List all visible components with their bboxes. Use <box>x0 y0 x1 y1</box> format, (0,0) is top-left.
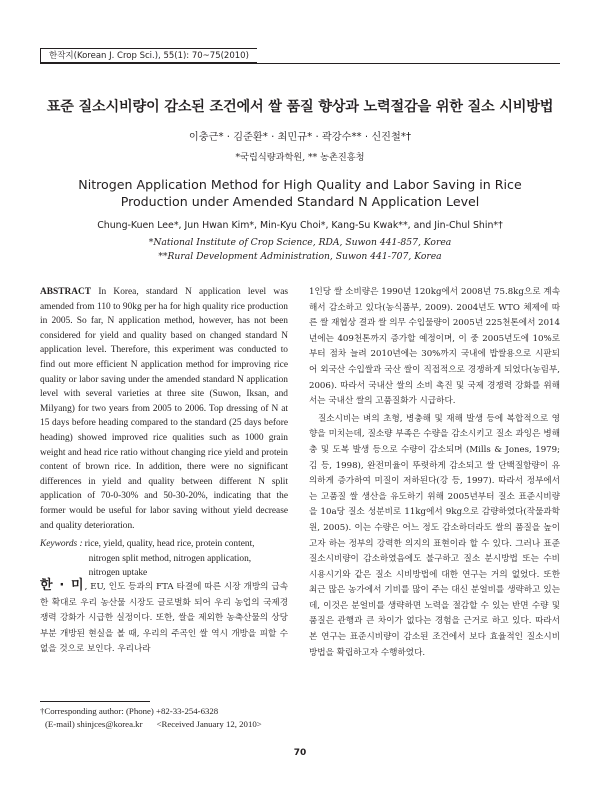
english-affiliation-2: **Rural Development Administration, Suwon 441-707, Korea <box>158 251 442 262</box>
journal-citation: 한작지(Korean J. Crop Sci.), 55(1): 70~75(2010) <box>40 48 257 63</box>
keywords <box>40 537 288 581</box>
intro-dropcap: 한 · 미 <box>40 578 85 593</box>
body-paragraph-2: 질소시비는 벼의 초형, 병충해 및 재해 발생 등에 복합적으로 영향을 미치는데, 질소량 부족은 수량을 감소시키고 질소 과잉은 병해충 및 도복 발생 등으로 수량이 감소되며 (Mills & Jones, 1979; 김 등, 1998), 완전미율이 뚜렷하게 감소되고 쌀 단백질함량이 유의하게 증가하여 미질이 저하된다(강 등, 1997). 따라서 정부에서는 고품질 쌀 생산을 유도하기 위해 2005년부터 질소 표준시비량을 10a당 질소 성분비로 11kg에서 9kg으로 감량하였다(작물과학원, 2005). 이는 수량은 어느 정도 감소하더라도 쌀의 품질을 높이고자 하는 정부의 강력한 의지의 표현이라 할 수 있다. 그러나 표준 질소시비량이 감소하였음에도 불구하고 질소 분시방법 또는 수비 시용시기와 같은 질소 시비방법에 대한 연구는 거의 없었다. 또한 최근 많은 농가에서 기비를 많이 주는 대신 분얼비를 생략하고 있는데, 이것은 분얼비를 생략하면 노력을 절감할 수 있는 반면 수량 및 품질은 관행과 큰 차이가 없다는 경험을 근거로 하고 있다. 따라서 본 연구는 표준시비량이 감소된 조건에서 보다 효율적인 질소시비방법을 확립하고자 수행하였다. <box>309 413 560 658</box>
footnote-line-2 <box>40 718 300 731</box>
keywords-line-1: rice, yield, quality, head rice, protein content, <box>84 539 255 550</box>
english-affiliation-1: *National Institute of Crop Science, RDA, Suwon 441-857, Korea <box>148 237 452 248</box>
english-title-line1: Nitrogen Application Method for High Quality and Labor Saving in Rice <box>78 177 522 192</box>
corresponding-author: †Corresponding author: (Phone) +82-33-254-6328 <box>40 706 219 716</box>
header-rule <box>40 63 560 64</box>
received-date: <Received January 12, 2010> <box>156 719 262 729</box>
footnote-rule <box>40 701 150 702</box>
abstract-text: In Korea, standard N application level was amended from 110 to 90kg per ha for high quality rice production in 2005. So far, N application method, however, has not been considered for yield and quality based on changed standard N application level. Therefore, this experiment was conducted to find out more efficient N application method for improving rice quality or labor saving under the amended standard N application level with several varieties at three site (Suwon, Iksan, and Milyang) for two years from 2005 to 2006. Top dressing of N at 15 days before heading compared to the standard (25 days before heading) showed improved rice qualities such as 1000 grain weight and head rice ratio without changing rice yield and protein content of brown rice. In addition, there were no significant differences in yield and quality between different N split application of 70-0-30% and 50-30-20%, indicating that the former would be useful for labor saving without yield decrease and quality deterioration. <box>40 287 289 531</box>
english-title <box>40 176 560 210</box>
intro-text: , EU, 인도 등과의 FTA 타결에 따른 시장 개방의 급속한 확대로 우리 농산물 시장도 글로벌화 되어 우리 농업의 국제경쟁력 강화가 시급한 실정이다. 또한, 쌀을 제외한 농축산물의 상당부분 개방된 현실을 볼 때, 우리의 주곡인 쌀 역시 개방을 피할 수 없을 것으로 보인다. 우리나라 <box>40 582 288 655</box>
keywords-line-2: nitrogen split method, nitrogen application, <box>88 553 252 564</box>
footnote <box>40 705 300 731</box>
author-email: (E-mail) shinjces@korea.kr <box>45 719 143 729</box>
body-paragraph-1: 1인당 쌀 소비량은 1990년 120kg에서 2008년 75.8kg으로 계속해서 감소하고 있다(농식품부, 2009). 2004년도 WTO 체제에 따른 쌀 재협상 결과 쌀 의무 수입물량이 2005년 225천톤에서 2014년에는 409천톤까지 증가할 예정이며, 이 중 2005년도에 10%로부터 점차 늘려 2010년에는 30%까지 국내에 밥쌀용으로 시판되어 외국산 수입쌀과 국산 쌀이 직접적으로 경쟁하게 되었다(농림부, 2006). 따라서 국내산 쌀의 소비 촉진 및 국제 경쟁력 강화를 위해서는 국내산 쌀의 고품질화가 시급하다. <box>309 287 560 407</box>
keywords-list <box>83 537 255 581</box>
abstract-section <box>40 285 288 581</box>
keywords-label: Keywords : <box>40 539 83 550</box>
page-number: 70 <box>293 748 307 758</box>
abstract-body <box>40 285 288 533</box>
korean-title: 표준 질소시비량이 감소된 조건에서 쌀 품질 향상과 노력절감을 위한 질소 시비방법 <box>46 99 554 115</box>
journal-header <box>0 48 600 66</box>
korean-authors: 이충근* · 김준환* · 최민규* · 곽강수** · 신진철*† <box>188 132 412 143</box>
right-column <box>309 285 560 661</box>
korean-affiliation: *국립식량과학원, ** 농촌진흥청 <box>235 152 365 163</box>
abstract-label: ABSTRACT <box>40 287 92 297</box>
english-title-line2: Production under Amended Standard N Application Level <box>120 194 480 209</box>
english-authors: Chung-Kuen Lee*, Jun Hwan Kim*, Min-Kyu Choi*, Kang-Su Kwak**, and Jin-Chul Shin*† <box>97 220 503 231</box>
introduction <box>40 578 288 658</box>
keywords-line-3: nitrogen uptake <box>88 568 148 579</box>
